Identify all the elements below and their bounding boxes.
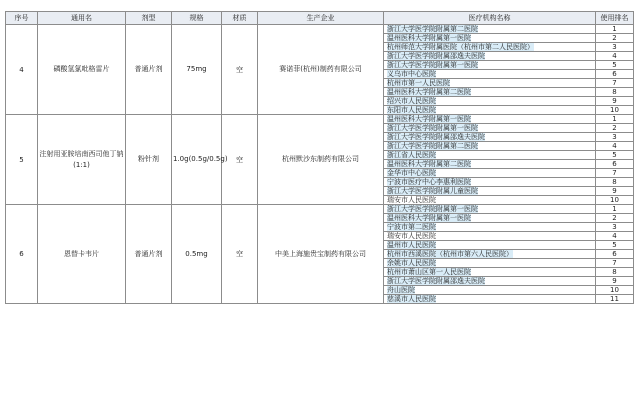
- hospital-name: 义乌市中心医院: [387, 70, 436, 78]
- hospital-cell: [384, 286, 596, 295]
- header-spec: 规格: [172, 12, 222, 25]
- hospital-name: 浙江大学医学院附属第一医院: [387, 205, 478, 213]
- hospital-name: 宁波市医疗中心李惠利医院: [387, 178, 471, 186]
- rank-cell: 8: [596, 88, 634, 97]
- header-manufacturer: 生产企业: [258, 12, 384, 25]
- hospital-name: 浙江大学医学院附属第二医院: [387, 25, 478, 33]
- material-cell: 空: [222, 115, 258, 205]
- hospital-cell: [384, 187, 596, 196]
- hospital-cell: [384, 268, 596, 277]
- hospital-cell: [384, 277, 596, 286]
- hospital-cell: [384, 106, 596, 115]
- hospital-cell: [384, 88, 596, 97]
- header-row: [6, 12, 634, 25]
- hospital-cell: [384, 196, 596, 205]
- hospital-cell: [384, 295, 596, 304]
- manufacturer-cell: 中美上海施贵宝制药有限公司: [258, 205, 384, 304]
- hospital-cell: [384, 223, 596, 232]
- rank-cell: 9: [596, 187, 634, 196]
- rank-cell: 3: [596, 43, 634, 52]
- hospital-name: 浙江大学医学院附属第一医院: [387, 124, 478, 132]
- hospital-cell: [384, 133, 596, 142]
- dosage-form-cell: 普通片剂: [126, 205, 172, 304]
- rank-cell: 2: [596, 34, 634, 43]
- hospital-name: 浙江大学医学院附属邵逸夫医院: [387, 277, 485, 285]
- dosage-form-cell: 普通片剂: [126, 25, 172, 115]
- generic-name-cell: 注射用亚胺培南西司他丁钠(1:1): [38, 115, 126, 205]
- header-no: 序号: [6, 12, 38, 25]
- hospital-name: 绍兴市人民医院: [387, 97, 436, 105]
- hospital-cell: [384, 160, 596, 169]
- hospital-cell: [384, 61, 596, 70]
- rank-cell: 4: [596, 142, 634, 151]
- rank-cell: 7: [596, 79, 634, 88]
- rank-cell: 1: [596, 115, 634, 124]
- rank-cell: 1: [596, 25, 634, 34]
- hospital-name: 余姚市人民医院: [387, 259, 436, 267]
- hospital-cell: [384, 151, 596, 160]
- hospital-name: 温州医科大学附属第二医院: [387, 88, 471, 96]
- header-dosage-form: 剂型: [126, 12, 172, 25]
- drug-ranking-table: [5, 11, 633, 304]
- generic-name-cell: 恩替卡韦片: [38, 205, 126, 304]
- hospital-cell: [384, 214, 596, 223]
- header-rank: 使用排名: [596, 12, 634, 25]
- hospital-name: 温州医科大学附属第一医院: [387, 115, 471, 123]
- hospital-name: 东阳市人民医院: [387, 106, 436, 114]
- hospital-name: 浙江大学医学院附属第二医院: [387, 142, 478, 150]
- generic-name-cell: 磷酸氢氯吡格雷片: [38, 25, 126, 115]
- header-hospital: 医疗机构名称: [384, 12, 596, 25]
- hospital-cell: [384, 205, 596, 214]
- hospital-name: 瑞安市人民医院: [387, 196, 436, 204]
- rank-cell: 9: [596, 97, 634, 106]
- material-cell: 空: [222, 25, 258, 115]
- table-row: [6, 25, 634, 34]
- rank-cell: 10: [596, 106, 634, 115]
- hospital-cell: [384, 259, 596, 268]
- manufacturer-cell: 杭州默沙东制药有限公司: [258, 115, 384, 205]
- hospital-cell: [384, 25, 596, 34]
- hospital-cell: [384, 97, 596, 106]
- rank-cell: 6: [596, 70, 634, 79]
- hospital-cell: [384, 34, 596, 43]
- hospital-cell: [384, 241, 596, 250]
- hospital-name: 温州医科大学附属第二医院: [387, 160, 471, 168]
- rank-cell: 1: [596, 205, 634, 214]
- material-cell: 空: [222, 205, 258, 304]
- hospital-cell: [384, 169, 596, 178]
- hospital-name: 温州医科大学附属第一医院: [387, 34, 471, 42]
- rank-cell: 4: [596, 232, 634, 241]
- rank-cell: 2: [596, 124, 634, 133]
- rank-cell: 7: [596, 259, 634, 268]
- spec-cell: 1.0g(0.5g/0.5g): [172, 115, 222, 205]
- hospital-name: 浙江大学医学院附属邵逸夫医院: [387, 52, 485, 60]
- rank-cell: 3: [596, 133, 634, 142]
- header-material: 材质: [222, 12, 258, 25]
- hospital-name: 浙江省人民医院: [387, 151, 436, 159]
- hospital-name: 杭州市萧山区第一人民医院: [387, 268, 471, 276]
- row-number-cell: 5: [6, 115, 38, 205]
- rank-cell: 4: [596, 52, 634, 61]
- rank-cell: 10: [596, 286, 634, 295]
- hospital-name: 杭州市西溪医院（杭州市第六人民医院）: [387, 250, 513, 258]
- hospital-name: 金华市中心医院: [387, 169, 436, 177]
- rank-cell: 5: [596, 151, 634, 160]
- hospital-cell: [384, 43, 596, 52]
- rank-cell: 6: [596, 160, 634, 169]
- table-row: [6, 205, 634, 214]
- row-number-cell: 6: [6, 205, 38, 304]
- hospital-name: 宁波市第二医院: [387, 223, 436, 231]
- header-generic-name: 通用名: [38, 12, 126, 25]
- hospital-name: 浙江大学医学院附属第一医院: [387, 61, 478, 69]
- rank-cell: 9: [596, 277, 634, 286]
- hospital-name: 浙江大学医学院附属儿童医院: [387, 187, 478, 195]
- hospital-cell: [384, 115, 596, 124]
- hospital-cell: [384, 70, 596, 79]
- hospital-cell: [384, 178, 596, 187]
- row-number-cell: 4: [6, 25, 38, 115]
- hospital-name: 浙江大学医学院附属邵逸夫医院: [387, 133, 485, 141]
- spec-cell: 0.5mg: [172, 205, 222, 304]
- rank-cell: 5: [596, 61, 634, 70]
- hospital-name: 温州市人民医院: [387, 241, 436, 249]
- dosage-form-cell: 粉针剂: [126, 115, 172, 205]
- hospital-cell: [384, 250, 596, 259]
- hospital-cell: [384, 52, 596, 61]
- hospital-cell: [384, 124, 596, 133]
- rank-cell: 11: [596, 295, 634, 304]
- hospital-cell: [384, 79, 596, 88]
- rank-cell: 10: [596, 196, 634, 205]
- hospital-name: 舟山医院: [387, 286, 415, 294]
- manufacturer-cell: 赛诺菲(杭州)制药有限公司: [258, 25, 384, 115]
- hospital-name: 瑞安市人民医院: [387, 232, 436, 240]
- rank-cell: 8: [596, 268, 634, 277]
- rank-cell: 6: [596, 250, 634, 259]
- hospital-name: 杭州师范大学附属医院（杭州市第二人民医院）: [387, 43, 534, 51]
- hospital-name: 慈溪市人民医院: [387, 295, 436, 303]
- table-row: [6, 115, 634, 124]
- hospital-name: 杭州市第一人民医院: [387, 79, 450, 87]
- spec-cell: 75mg: [172, 25, 222, 115]
- rank-cell: 8: [596, 178, 634, 187]
- data-table: [5, 11, 634, 304]
- hospital-name: 温州医科大学附属第一医院: [387, 214, 471, 222]
- hospital-cell: [384, 142, 596, 151]
- rank-cell: 5: [596, 241, 634, 250]
- rank-cell: 2: [596, 214, 634, 223]
- rank-cell: 3: [596, 223, 634, 232]
- rank-cell: 7: [596, 169, 634, 178]
- table-body: [6, 25, 634, 304]
- hospital-cell: [384, 232, 596, 241]
